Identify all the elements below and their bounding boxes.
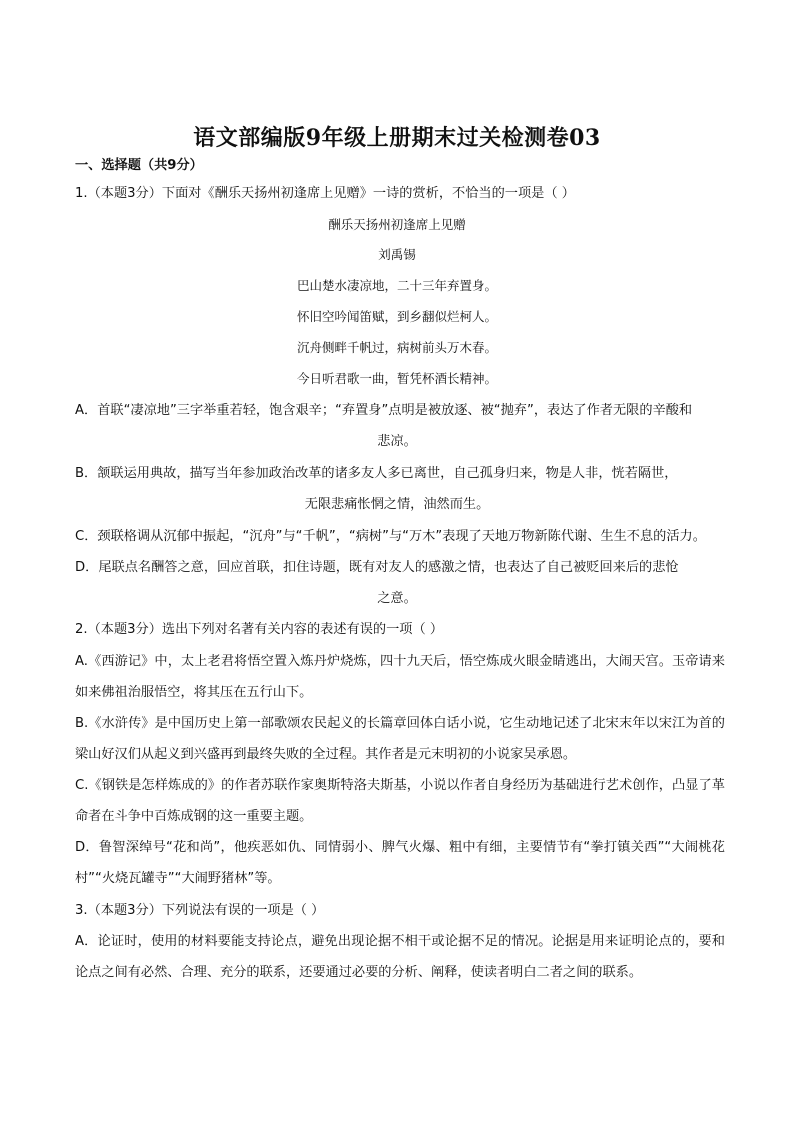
poem-title: 酬乐天扬州初逢席上见赠 xyxy=(328,217,466,232)
q2-option-d: D．鲁智深绰号“花和尚”，他疾恶如仇、同情弱小、脾气火爆、粗中有细，主要情节有“拳打镇关西”“大闹桃花村”“火烧瓦罐寺”“大闹野猪林”等。 xyxy=(75,840,725,886)
q1-option-d-cont: 之意。 xyxy=(377,591,417,606)
q3-option-a: A．论证时，使用的材料要能支持论点，避免出现论据不相干或论据不足的情况。论据是用来证明论点的，要和论点之间有必然、合理、充分的联系，还要通过必要的分析、阐释，使读者明白二者之间的联系。 xyxy=(75,934,725,980)
poem-author: 刘禹锡 xyxy=(378,247,416,262)
page-title: 语文部编版9年级上册期末过关检测卷03 xyxy=(193,125,601,151)
poem-line: 巴山楚水凄凉地，二十三年弃置身。 xyxy=(296,278,497,293)
q2-option-c: C.《钢铁是怎样炼成的》的作者苏联作家奥斯特洛夫斯基，小说以作者自身经历为基础进行艺术创作，凸显了革命者在斗争中百炼成钢的这一重要主题。 xyxy=(75,778,725,824)
poem-line: 沉舟侧畔千帆过，病树前头万木春。 xyxy=(296,340,497,355)
q1-option-a: A．首联“凄凉地”三字举重若轻，饱含艰辛；“弃置身”点明是被放逐、被“抛弃”，表达了作者无限的辛酸和 xyxy=(75,403,693,418)
q1-option-c: C．颈联格调从沉郁中振起，“沉舟”与“千帆”，“病树”与“万木”表现了天地万物新陈代谢、生生不息的活力。 xyxy=(75,529,706,544)
poem-line: 怀旧空吟闻笛赋，到乡翻似烂柯人。 xyxy=(296,309,497,324)
q1-option-b-cont: 无限悲痛怅惘之情，油然而生。 xyxy=(304,497,490,512)
q2-option-b: B.《水浒传》是中国历史上第一部歌颂农民起义的长篇章回体白话小说，它生动地记述了北宋末年以宋江为首的梁山好汉们从起义到兴盛再到最终失败的全过程。其作者是元末明初的小说家吴承恩。 xyxy=(75,716,725,762)
question-2-stem: 2.（本题3分）选出下列对名著有关内容的表述有误的一项（ ） xyxy=(75,622,444,637)
poem-line: 今日听君歌一曲，暂凭杯酒长精神。 xyxy=(296,371,497,386)
q1-option-b: B．颔联运用典故，描写当年参加政治改革的诸多友人多已离世，自己孤身归来，物是人非，恍若隔世， xyxy=(75,466,678,481)
q1-option-d: D．尾联点名酬答之意，回应首联，扣住诗题，既有对友人的感激之情，也表达了自己被贬回来后的悲怆 xyxy=(75,560,679,575)
q1-option-a-cont: 悲凉。 xyxy=(377,434,417,449)
question-1-stem: 1.（本题3分）下面对《酬乐天扬州初逢席上见赠》一诗的赏析，不恰当的一项是（ ） xyxy=(75,186,575,201)
section-heading: 一、选择题（共9分） xyxy=(75,158,203,173)
question-3-stem: 3.（本题3分）下列说法有误的一项是（ ） xyxy=(75,903,325,918)
q2-option-a: A.《西游记》中，太上老君将悟空置入炼丹炉烧炼，四十九天后，悟空炼成火眼金睛逃出，大闹天宫。玉帝请来如来佛祖治服悟空，将其压在五行山下。 xyxy=(75,654,725,700)
